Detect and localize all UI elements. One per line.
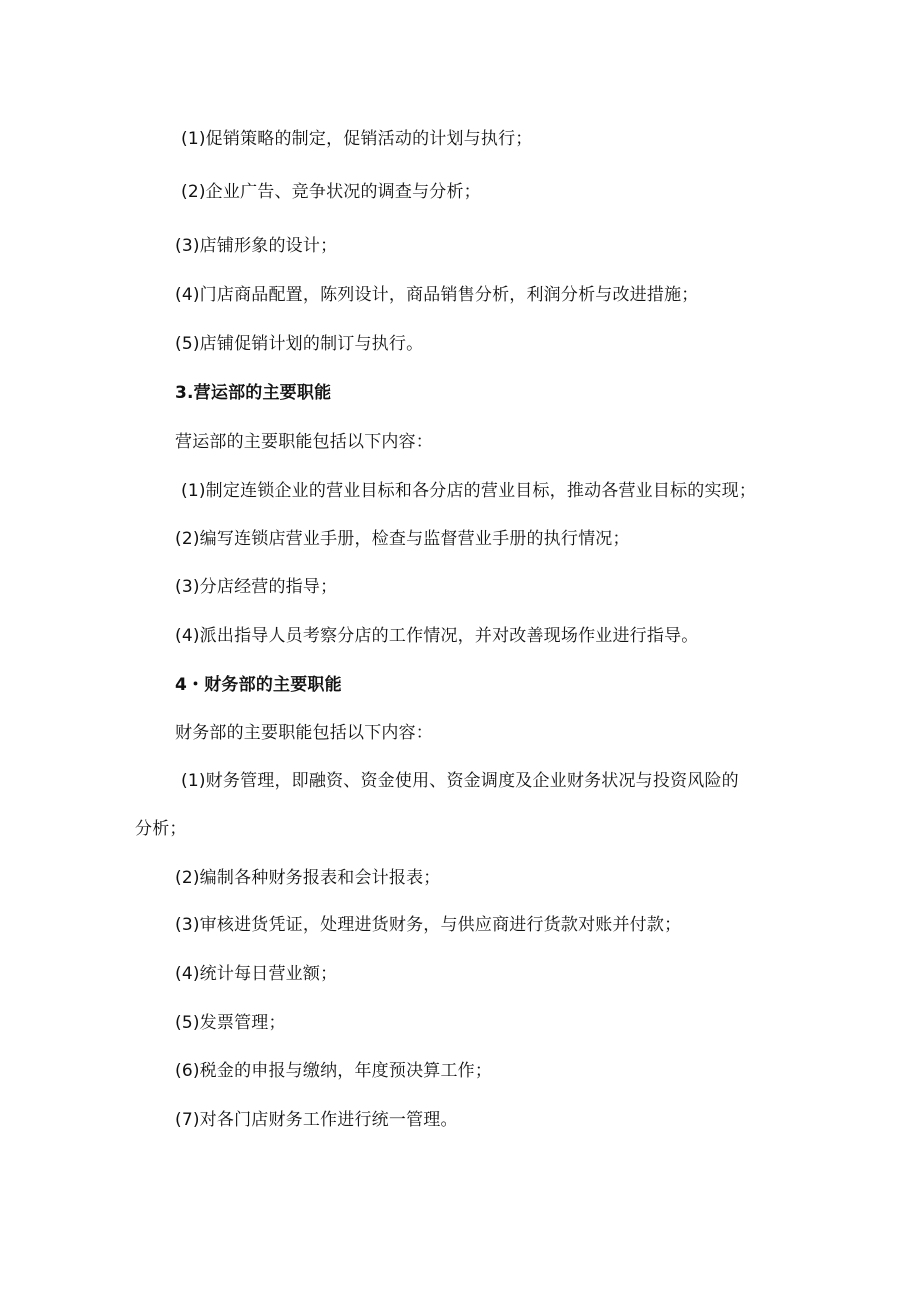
operations-intro: 营运部的主要职能包括以下内容： xyxy=(175,432,433,452)
promotion-item-2: (2)企业广告、竞争状况的调查与分析； xyxy=(181,182,481,202)
finance-item-3: (3)审核进货凭证，处理进货财务，与供应商进行货款对账并付款； xyxy=(175,915,682,935)
section-heading-finance: 4・财务部的主要职能 xyxy=(175,675,342,695)
operations-item-2: (2)编写连锁店营业手册，检查与监督营业手册的执行情况； xyxy=(175,529,630,549)
section-heading-operations: 3.营运部的主要职能 xyxy=(175,383,332,403)
finance-item-5: (5)发票管理； xyxy=(175,1013,286,1033)
finance-item-2: (2)编制各种财务报表和会计报表； xyxy=(175,868,441,888)
finance-item-7: (7)对各门店财务工作进行统一管理。 xyxy=(175,1110,458,1130)
promotion-item-4: (4)门店商品配置，陈列设计，商品销售分析，利润分析与改进措施； xyxy=(175,285,699,305)
operations-item-3: (3)分店经营的指导； xyxy=(175,577,338,597)
promotion-item-3: (3)店铺形象的设计； xyxy=(175,236,338,256)
finance-item-6: (6)税金的申报与缴纳，年度预决算工作； xyxy=(175,1061,493,1081)
finance-item-4: (4)统计每日营业额； xyxy=(175,964,338,984)
operations-item-4: (4)派出指导人员考察分店的工作情况，并对改善现场作业进行指导。 xyxy=(175,626,699,646)
promotion-item-1: (1)促销策略的制定，促销活动的计划与执行； xyxy=(181,129,533,149)
finance-item-1-continuation: 分析； xyxy=(135,819,187,839)
finance-item-1: (1)财务管理，即融资、资金使用、资金调度及企业财务状况与投资风险的 xyxy=(181,771,739,791)
finance-intro: 财务部的主要职能包括以下内容： xyxy=(175,723,433,743)
operations-item-1: (1)制定连锁企业的营业目标和各分店的营业目标，推动各营业目标的实现； xyxy=(181,481,757,501)
promotion-item-5: (5)店铺促销计划的制订与执行。 xyxy=(175,334,424,354)
